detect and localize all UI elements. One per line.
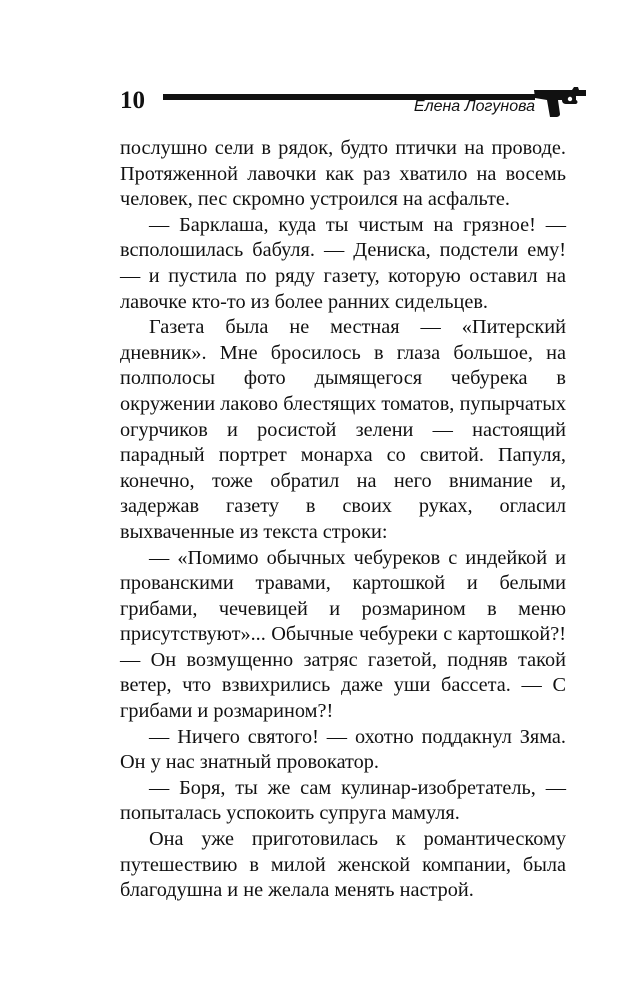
paragraph: Газета была не местная — «Питерский дневник». Мне бросилось в глаза большое, на полполосы фото дымящегося чебурека в окружении лаково блестящих томатов, пупырчатых огурчиков и росистой зелени — настоящий парадный портрет монарха со свитой. Папуля, конечно, тоже обратил на него внимание и, задержав газету в своих руках, огласил выхваченные из текста строки: — [120, 316, 566, 543]
revolver-icon — [532, 84, 588, 118]
paragraph: — Ничего святого! — охотно поддакнул Зяма. Он у нас знатный провокатор. — [120, 725, 566, 774]
page-number: 10 — [120, 87, 145, 114]
paragraph: Она уже приготовилась к романтическому путешествию в милой женской компании, была благодушна и не желала менять настрой. — [120, 828, 566, 902]
author-name: Елена Логунова — [413, 98, 535, 115]
paragraph: — «Помимо обычных чебуреков с индейкой и прованскими травами, картошкой и белыми грибами, чечевицей и розмарином в меню присутствуют»... Обычные чебуреки с картошкой?! — Он возмущенно затряс газетой, подняв такой ветер, что взвихрились даже уши бассета. — С грибами и розмарином?! — [120, 546, 566, 723]
paragraph-continued: послушно сели в рядок, будто птички на проводе. Протяженной лавочки как раз хватило на восемь человек, пес скромно устроился на асфальте. — [120, 137, 566, 211]
paragraph: — Боря, ты же сам кулинар-изобретатель, — попыталась успокоить супруга мамуля. — [120, 776, 566, 825]
paragraph: — Барклаша, куда ты чистым на грязное! — всполошилась бабуля. — Дениска, подстели ему! — и пустила по ряду газету, которую оставил на лавочке кто-то из более ранних сидельцев. — [120, 213, 566, 313]
book-text — [120, 136, 566, 904]
